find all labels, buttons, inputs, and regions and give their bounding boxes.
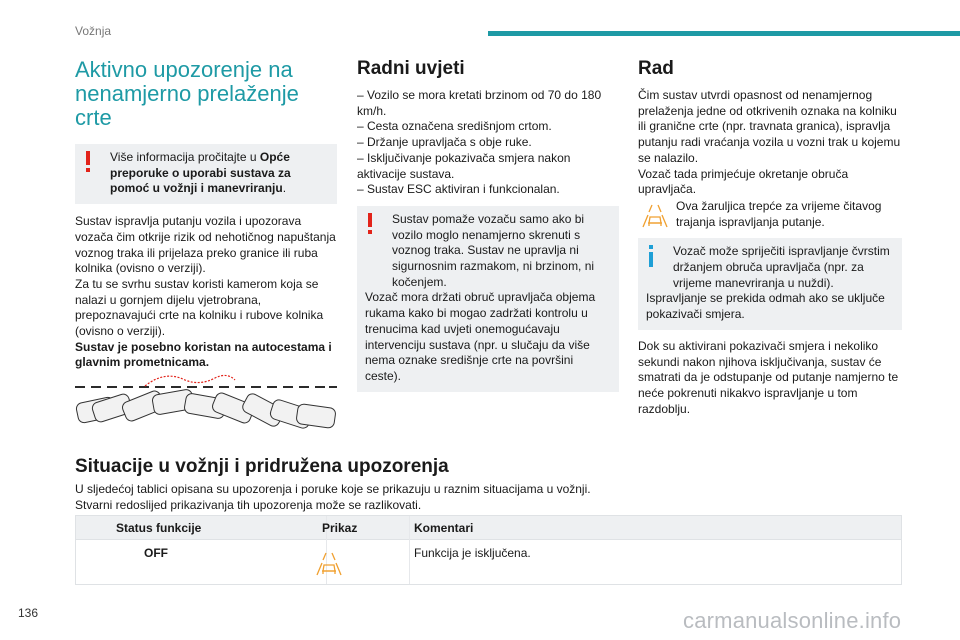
- watermark-text: carmanualsonline.info: [683, 608, 902, 633]
- page-number: 136: [18, 606, 39, 620]
- info-icon: [646, 245, 656, 267]
- situations-intro: U sljedećoj tablici opisana su upozorenja i poruke koje se prikazuju u raznim situacijama u vožnji. Stvarni redoslijed prikazivanja tih upozorenja može se razlikovati.: [75, 482, 591, 512]
- info-text-1: Vozač može spriječiti ispravljanje čvrstim držanjem obruča upravljača (npr. za vrijeme manevriranja u nuždi).: [673, 244, 890, 290]
- info-text-2: Ispravljanje se prekida odmah ako se uključe pokazivači smjera.: [646, 291, 885, 322]
- operation-paragraph-3: Dok su aktivirani pokazivači smjera i nekoliko sekundi nakon njihova isključivanja, sustav će smatrati da je odstupanje od putanje namjerno te neće pokrenuti nikakvo ispravljanje u tom razdoblju.: [638, 338, 899, 416]
- reference-note: Više informacija pročitajte u Opće preporuke o uporabi sustava za pomoć u vožnji i manevriranju.: [75, 144, 337, 204]
- operation-paragraph-2: Vozač tada primjećuje okretanje obruča upravljača.: [638, 166, 849, 197]
- situations-title: Situacije u vožnji i pridružena upozorenja: [75, 456, 449, 477]
- lane-departure-icon: [312, 549, 346, 577]
- row-comment: Funkcija je isključena.: [414, 546, 531, 560]
- header-display: Prikaz: [322, 521, 358, 535]
- header-status: Status funkcije: [116, 521, 202, 535]
- condition-item: – Cesta označena središnjom crtom.: [357, 119, 552, 134]
- working-conditions-title: Radni uvjeti: [357, 58, 465, 79]
- warning-text-2: Vozač mora držati obruč upravljača objema rukama kako bi mogao zadržati kontrolu u trenucima kad uvjeti onemogućavaju intervenciju sustava (npr. u slučaju da više nema oznake središnje crte na površini ceste).: [365, 290, 596, 383]
- header-accent-bar: [488, 31, 960, 36]
- condition-item: – Držanje upravljača s obje ruke.: [357, 135, 532, 150]
- safety-warning-note: [357, 206, 619, 392]
- info-note: [638, 238, 902, 330]
- lane-correction-illustration: [75, 372, 337, 434]
- operation-paragraph-1: Čim sustav utvrdi opasnost od nenamjernog prelaženja jedne od otkrivenih oznaka na kolniku ili granične crte (npr. travnata granica), ispravlja putanju radi vraćanja vozila u vozni trak u kojemu se nalazilo.: [638, 88, 901, 165]
- column-working-conditions: [357, 58, 619, 392]
- highlight-paragraph: Sustav je posebno koristan na autocestama i glavnim prometnicama.: [75, 339, 332, 370]
- indicator-lamp-text: Ova žaruljica trepće za vrijeme čitavog trajanja ispravljanja putanje.: [676, 198, 882, 229]
- warning-exclamation-icon: [365, 213, 375, 235]
- header-comments: Komentari: [414, 521, 474, 535]
- page-title: [75, 58, 337, 130]
- column-lane-warning: [75, 58, 337, 371]
- row-status: OFF: [144, 546, 168, 560]
- description-paragraph-1: Sustav ispravlja putanju vozila i upozorava vozača čim otkrije rizik od nehotičnog napuštanja voznog traka ili prijelaza preko granice ili ruba kolnika (ovisno o verziji).: [75, 214, 336, 276]
- description-paragraph-2: Za tu se svrhu sustav koristi kamerom koja se nalazi u gornjem dijelu vjetrobrana, prepoznavajući crte na kolniku i rubove kolnika (ovisno o verziji).: [75, 276, 324, 339]
- indicator-lamp-row: [638, 199, 902, 230]
- condition-item: – Isključivanje pokazivača smjera nakon aktivacije sustava.: [357, 150, 571, 181]
- section-label: Vožnja: [75, 24, 112, 38]
- column-operation: [638, 58, 902, 417]
- title-line-3: crte: [75, 105, 112, 130]
- title-line-1: Aktivno upozorenje na: [75, 57, 293, 82]
- condition-item: – Vozilo se mora kretati brzinom od 70 do 180 km/h.: [357, 88, 602, 118]
- lane-departure-icon: [638, 201, 672, 229]
- condition-item: – Sustav ESC aktiviran i funkcionalan.: [357, 182, 560, 197]
- warning-exclamation-icon: [83, 151, 93, 173]
- title-line-2: nenamjerno prelaženje: [75, 81, 299, 106]
- operation-title: Rad: [638, 58, 674, 79]
- situations-table: [75, 515, 902, 585]
- warning-text-1: Sustav pomaže vozaču samo ako bi vozilo moglo nenamjerno skrenuti s voznog traka. Sustav ne upravlja ni sigurnosnim razmakom, ni brzinom, ni kočenjem.: [392, 211, 595, 289]
- reference-link-text[interactable]: Opće preporuke o uporabi sustava za pomoć u vožnji i manevriranju: [110, 150, 291, 196]
